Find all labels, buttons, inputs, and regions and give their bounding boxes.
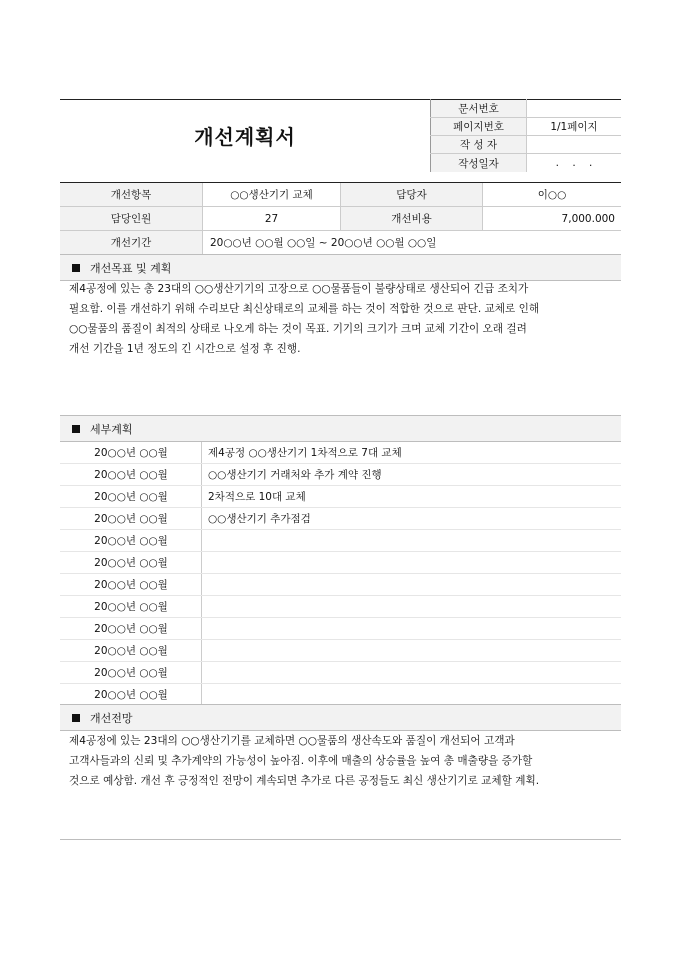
info-value-item: ○○생산기기 교체 bbox=[230, 189, 313, 201]
section-title-detail: 세부계획 bbox=[90, 422, 133, 436]
table-row bbox=[60, 640, 621, 662]
table-row bbox=[60, 596, 621, 618]
section-header-outlook bbox=[60, 704, 621, 731]
meta-label-author: 작 성 자 bbox=[431, 136, 526, 153]
meta-value-page-number: 1/1페이지 bbox=[550, 121, 598, 133]
outlook-paragraph bbox=[69, 731, 615, 791]
table-row bbox=[60, 442, 621, 464]
square-bullet-icon bbox=[72, 425, 80, 433]
info-value-manager: 이○○ bbox=[537, 189, 567, 201]
outlook-line: 제4공정에 있는 23대의 ○○생산기기를 교체하면 ○○물품의 생산속도와 품질이 개선되어 고객과 bbox=[69, 735, 515, 747]
info-label-staff: 담당인원 bbox=[60, 207, 202, 230]
info-label-cost: 개선비용 bbox=[341, 207, 482, 230]
meta-label-date: 작성일자 bbox=[431, 154, 526, 172]
outlook-line: 고객사들과의 신뢰 및 추가계약의 가능성이 높아짐. 이후에 매출의 상승률을 높여 총 매출량을 증가할 bbox=[69, 755, 533, 767]
table-row bbox=[60, 486, 621, 508]
row-date: 20○○년 ○○월 bbox=[94, 623, 168, 635]
section-header-detail bbox=[60, 415, 621, 442]
meta-value-author bbox=[527, 136, 621, 153]
row-text: 2차적으로 10대 교체 bbox=[208, 491, 306, 503]
goal-paragraph bbox=[69, 279, 615, 359]
info-table bbox=[60, 183, 621, 254]
row-text: ○○생산기기 거래처와 추가 계약 진행 bbox=[208, 469, 382, 481]
row-text: 제4공정 ○○생산기기 1차적으로 7대 교체 bbox=[208, 447, 402, 459]
goal-line: 제4공정에 있는 총 23대의 ○○생산기기의 고장으로 ○○물품들이 불량상태로 생산되어 긴급 조치가 bbox=[69, 283, 529, 295]
info-value-staff: 27 bbox=[264, 212, 279, 225]
row-date: 20○○년 ○○월 bbox=[94, 689, 168, 701]
document-title: 개선계획서 bbox=[194, 125, 296, 149]
row-date: 20○○년 ○○월 bbox=[94, 645, 168, 657]
square-bullet-icon bbox=[72, 714, 80, 722]
table-row bbox=[60, 618, 621, 640]
meta-table bbox=[430, 99, 621, 172]
section-title-goal: 개선목표 및 계획 bbox=[90, 261, 172, 275]
info-label-item: 개선항목 bbox=[60, 183, 202, 206]
row-date: 20○○년 ○○월 bbox=[94, 513, 168, 525]
row-date: 20○○년 ○○월 bbox=[94, 579, 168, 591]
outlook-line: 것으로 예상함. 개선 후 긍정적인 전망이 계속되면 추가로 다른 공정들도 최신 생산기기로 교체할 계획. bbox=[69, 775, 540, 787]
table-row bbox=[60, 552, 621, 574]
row-text: ○○생산기기 추가점검 bbox=[208, 513, 311, 525]
table-row bbox=[60, 464, 621, 486]
table-row bbox=[60, 684, 621, 706]
meta-value-date: . . . bbox=[555, 157, 593, 169]
meta-label-page-number: 페이지번호 bbox=[431, 118, 526, 135]
row-date: 20○○년 ○○월 bbox=[94, 535, 168, 547]
table-row bbox=[60, 508, 621, 530]
bottom-rule bbox=[60, 839, 621, 840]
table-row bbox=[60, 574, 621, 596]
goal-line: ○○물품의 품질이 최적의 상태로 나오게 하는 것이 목표. 기기의 크기가 크며 교체 기간이 오래 걸려 bbox=[69, 323, 527, 335]
info-value-period: 20○○년 ○○월 ○○일 ~ 20○○년 ○○월 ○○일 bbox=[210, 237, 437, 249]
table-row bbox=[60, 530, 621, 552]
section-title-outlook: 개선전망 bbox=[90, 711, 133, 725]
goal-line: 개선 기간을 1년 정도의 긴 시간으로 설정 후 진행. bbox=[69, 343, 301, 355]
section-header-goal bbox=[60, 254, 621, 281]
row-date: 20○○년 ○○월 bbox=[94, 447, 168, 459]
row-date: 20○○년 ○○월 bbox=[94, 469, 168, 481]
goal-line: 필요함. 이를 개선하기 위해 수리보단 최신상태로의 교체를 하는 것이 적합한 것으로 판단. 교체로 인해 bbox=[69, 303, 540, 315]
meta-label-doc-number: 문서번호 bbox=[431, 100, 526, 117]
info-label-manager: 담당자 bbox=[341, 183, 482, 206]
row-date: 20○○년 ○○월 bbox=[94, 491, 168, 503]
row-date: 20○○년 ○○월 bbox=[94, 557, 168, 569]
row-date: 20○○년 ○○월 bbox=[94, 601, 168, 613]
row-date: 20○○년 ○○월 bbox=[94, 667, 168, 679]
square-bullet-icon bbox=[72, 264, 80, 272]
table-row bbox=[60, 662, 621, 684]
info-value-cost: 7,000.000 bbox=[561, 212, 615, 225]
meta-value-doc-number bbox=[527, 100, 621, 117]
info-label-period: 개선기간 bbox=[60, 231, 202, 254]
